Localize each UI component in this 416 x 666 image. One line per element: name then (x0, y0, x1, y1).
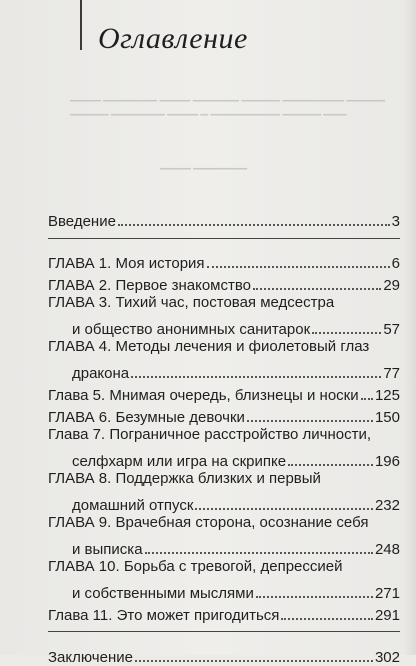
toc-entry[interactable] (48, 208, 400, 230)
toc-entry-page: 3 (391, 213, 400, 230)
toc-entry-page: 125 (374, 387, 400, 404)
divider (48, 631, 400, 632)
toc-entry-title-continued: и выписка (72, 541, 143, 558)
toc-entry-page: 271 (374, 585, 400, 602)
dot-leader (118, 224, 390, 226)
toc-entry[interactable] (48, 536, 400, 558)
dot-leader (195, 508, 373, 510)
dot-leader (361, 398, 373, 400)
toc-entry-title-continued: и общество анонимных санитарок (72, 321, 311, 338)
toc-entry-page: 150 (374, 409, 400, 426)
toc-entry-page: 291 (374, 607, 400, 624)
toc-entry[interactable] (48, 644, 400, 666)
toc-entry-title: ГЛАВА 10. Борьба с тревогой, депрессией (48, 558, 343, 575)
toc-entry-title: Глава 11. Это может пригодиться (48, 607, 280, 624)
dot-leader (288, 464, 373, 466)
toc-entry[interactable] (48, 580, 400, 602)
toc-entry[interactable] (48, 492, 400, 514)
bleed-through-text: ▁▁▁▁ ▁▁▁▁▁▁▁ (160, 159, 248, 170)
toc-entry-first-line[interactable] (48, 470, 400, 492)
dot-leader (135, 660, 373, 662)
toc-entry-first-line[interactable] (48, 514, 400, 536)
dot-leader (281, 618, 373, 620)
toc-entry-first-line[interactable] (48, 558, 400, 580)
toc-entry-first-line[interactable] (48, 338, 400, 360)
toc-entry[interactable] (48, 272, 400, 294)
divider (48, 238, 400, 239)
toc-entry-title: ГЛАВА 2. Первое знакомство (48, 277, 252, 294)
page-title: Оглавление (98, 22, 248, 55)
toc-entry-title: Заключение (48, 649, 133, 666)
toc-entry-page: 29 (383, 277, 400, 294)
bleed-through-text: ▁▁▁▁▁ ▁▁▁▁▁▁▁ ▁▁▁▁ ▁ ▁▁▁▁▁▁▁▁▁ ▁▁▁▁▁ ▁▁▁ (70, 105, 347, 116)
toc-entry-page: 248 (374, 541, 400, 558)
toc-entry[interactable] (48, 448, 400, 470)
toc-entry-title: ГЛАВА 1. Моя история (48, 255, 205, 272)
toc-entry-title-continued: и собственными мыслями (72, 585, 254, 602)
toc-entry-page: 6 (391, 255, 400, 272)
toc-entry-first-line[interactable] (48, 426, 400, 448)
dot-leader (312, 332, 381, 334)
dot-leader (253, 288, 381, 290)
toc-entry-title-continued: селфхарм или игра на скрипке (72, 453, 287, 470)
toc-entry-title-continued: дракона (72, 365, 130, 382)
toc-entry-first-line[interactable] (48, 294, 400, 316)
toc-entry-title: ГЛАВА 4. Методы лечения и фиолетовый глаз (48, 338, 370, 355)
toc-entry-title: ГЛАВА 3. Тихий час, постовая медсестра (48, 294, 335, 311)
toc-entry-title: ГЛАВА 9. Врачебная сторона, осознание себя (48, 514, 369, 531)
toc-entry-page: 57 (383, 321, 400, 338)
toc-entry[interactable] (48, 316, 400, 338)
toc-entry-page: 232 (374, 497, 400, 514)
toc-entry[interactable] (48, 404, 400, 426)
toc-entry-title: Глава 7. Пограничное расстройство личности, (48, 426, 372, 443)
dot-leader (207, 266, 390, 268)
toc-entry-page: 196 (374, 453, 400, 470)
toc-entry-title: Глава 5. Мнимая очередь, близнецы и носки (48, 387, 359, 404)
toc-entry[interactable] (48, 250, 400, 272)
toc-entry[interactable] (48, 382, 400, 404)
toc-entry[interactable] (48, 602, 400, 624)
chapter-marker-bar (80, 0, 82, 50)
page-edge-shadow (404, 0, 416, 655)
dot-leader (145, 552, 373, 554)
toc-entry-title: ГЛАВА 6. Безумные девочки (48, 409, 245, 426)
bleed-through-text: ▁▁▁▁ ▁▁▁▁▁▁▁ ▁▁▁▁ ▁▁▁▁▁▁ ▁▁▁▁▁ ▁▁▁▁▁▁▁▁ ▁▁▁▁▁ (70, 91, 385, 102)
toc-entry-title-continued: домашний отпуск (72, 497, 194, 514)
toc-entry-page: 302 (374, 649, 400, 666)
dot-leader (256, 596, 373, 598)
toc-entry[interactable] (48, 360, 400, 382)
dot-leader (131, 376, 381, 378)
toc-entry-page: 77 (383, 365, 400, 382)
dot-leader (247, 420, 373, 422)
toc-entry-title: ГЛАВА 8. Поддержка близких и первый (48, 470, 321, 487)
toc-entry-title: Введение (48, 213, 116, 230)
